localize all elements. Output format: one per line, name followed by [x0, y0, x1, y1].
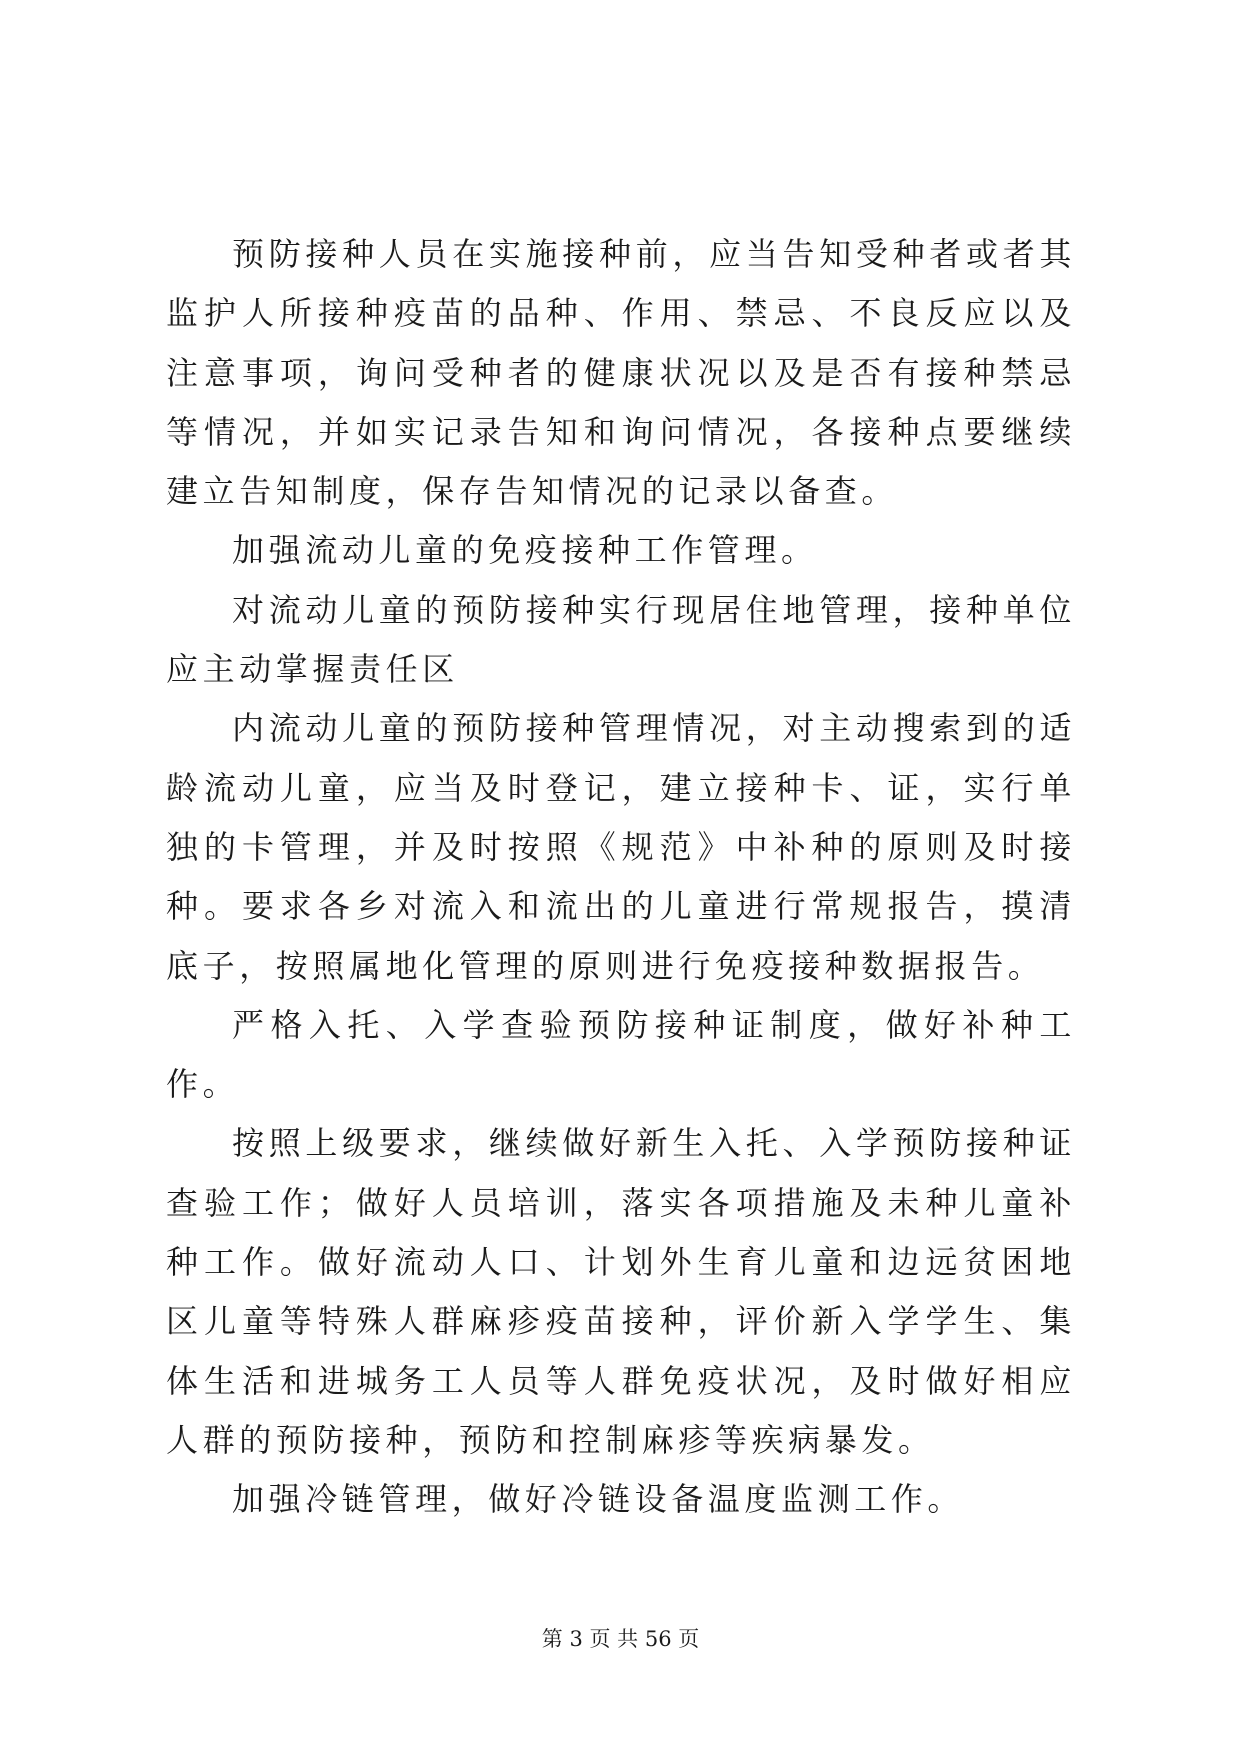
paragraph-school-check-details: 按照上级要求，继续做好新生入托、入学预防接种证查验工作；做好人员培训，落实各项措施及未种儿童补种工作。做好流动人口、计划外生育儿童和边远贫困地区儿童等特殊人群麻疹疫苗接种，评价新入学学生、集体生活和进城务工人员等人群免疫状况，及时做好相应人群的预防接种，预防和控制麻疹等疾病暴发。 — [166, 1124, 1076, 1459]
paragraph-floating-children-management: 内流动儿童的预防接种管理情况，对主动搜索到的适龄流动儿童，应当及时登记，建立接种卡、证，实行单独的卡管理，并及时按照《规范》中补种的原则及时接种。要求各乡对流入和流出的儿童进行常规报告，摸清底子，按照属地化管理的原则进行免疫接种数据报告。 — [166, 709, 1076, 985]
page-number-footer: 第 3 页 共 56 页 — [541, 1627, 700, 1651]
paragraph-school-check-heading: 严格入托、入学查验预防接种证制度，做好补种工作。 — [166, 1005, 1076, 1104]
paragraph-residence-management: 对流动儿童的预防接种实行现居住地管理，接种单位应主动掌握责任区 — [166, 590, 1076, 689]
document-body — [166, 225, 1076, 1530]
paragraph-floating-children-heading: 加强流动儿童的免疫接种工作管理。 — [232, 531, 818, 570]
paragraph-cold-chain-heading: 加强冷链管理，做好冷链设备温度监测工作。 — [232, 1480, 965, 1519]
paragraph-informed-consent: 预防接种人员在实施接种前，应当告知受种者或者其监护人所接种疫苗的品种、作用、禁忌、不良反应以及注意事项，询问受种者的健康状况以及是否有接种禁忌等情况，并如实记录告知和询问情况，各接种点要继续建立告知制度，保存告知情况的记录以备查。 — [166, 235, 1076, 511]
